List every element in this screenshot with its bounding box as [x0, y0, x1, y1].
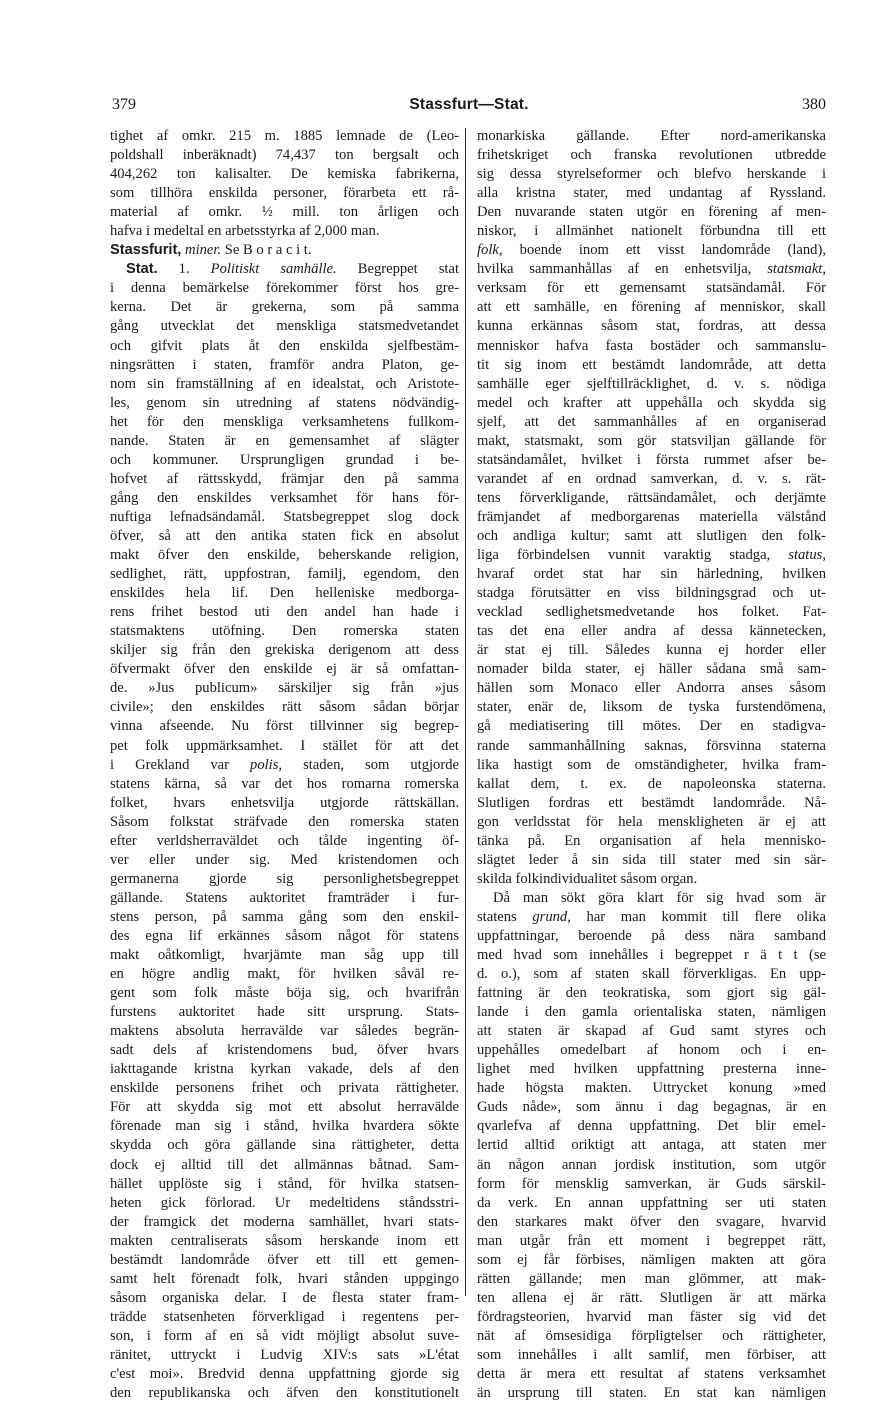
text-line: uppfattningar, beroende på dess nära samband [477, 927, 826, 944]
text-line: monarkiska gällande. Efter nord-amerikanska [477, 128, 826, 144]
text-line [477, 260, 826, 279]
text-line: lika hastigt som de omständigheter, hvilka fram- [477, 756, 826, 773]
text-line: der framgick det moderna samhället, hvari stats- [110, 1213, 459, 1230]
text-line: samhälle eger sjelftillräcklighet, d. v. s. nödiga [477, 375, 826, 392]
text-line [110, 241, 459, 260]
text-line: och andliga kultur; samt att slutligen den folk- [477, 527, 826, 544]
page-title: Stassfurt—Stat. [409, 96, 529, 113]
text-line: tit sig inom ett bestämdt landområde, att detta [477, 356, 826, 373]
text-line: detta är mera ett resultat af statens verksamhet [477, 1366, 826, 1383]
text-line: de. »Jus publicum» särskiljer sig från »jus [110, 680, 459, 697]
text-line: medel och krafter att uppehålla och skydda sig [477, 394, 826, 411]
text-line [110, 756, 459, 775]
text-line: en högre andlig makt, för hvilken såväl re- [110, 966, 459, 983]
text-line: hället upplöste sig i stånd, för hvilka statsen- [110, 1175, 459, 1192]
italic-term: Politiskt samhälle. [210, 261, 337, 278]
text-line: lighet med hvilken uppfattning presterna inne- [477, 1061, 826, 1078]
text-line: hällen som Monaco eller Andorra anses såsom [477, 680, 826, 697]
text-line: nande. Staten är en gemensamhet af slägter [110, 432, 459, 449]
text-line: frihetskriget och franska revolutionen utbredde [477, 147, 826, 164]
text-line: För att skydda sig mot ett absolut herravälde [110, 1099, 459, 1116]
text-segment: 1. [157, 261, 190, 278]
text-segment: Se B o r a c i t. [224, 242, 312, 259]
text-line: ningsrätten i staten, framför andra Platon, ge- [110, 356, 459, 373]
text-line: såsom organiska delar. I de flesta stater fram- [110, 1289, 459, 1306]
text-line: hvaraf ordet stat har sin härledning, hvilken [477, 566, 826, 583]
italic-term: folk, [477, 242, 503, 259]
text-line: med hvad som innehålles i begreppet r ä t t (se [477, 947, 826, 964]
text-line: skydda och göra gällande sina rättigheter, detta [110, 1137, 459, 1154]
text-line: förenade man sig i stånd, hvilka hvardera sökte [110, 1118, 459, 1135]
text-line: vecklad sedlighetsmedvetande hos folket. Fat- [477, 604, 826, 621]
text-segment: Begreppet stat [357, 261, 460, 278]
text-line: hade högsta makten. Uttrycket konung »med [477, 1080, 826, 1097]
text-line: kallat dem, t. ex. de napoleonska staterna. [477, 775, 826, 792]
text-line: Den nuvarande staten utgör en förening af men- [477, 204, 826, 221]
running-head [112, 96, 826, 118]
text-line: som ej får förbises, nämligen makten att göra [477, 1251, 826, 1268]
text-line: makten centraliserats såsom herskande inom ett [110, 1232, 459, 1249]
text-line: tighet af omkr. 215 m. 1885 lemnade de (Leo- [110, 128, 459, 144]
right-column [477, 127, 826, 1403]
text-line: skilda folkindividualitet såsom organ. [477, 870, 698, 887]
text-line: nät af ömsesidiga förpligtelser och rättigheter, [477, 1327, 826, 1344]
text-line: statsändamålet, hvilket i första rummet afser be- [477, 451, 826, 468]
text-line: är stat ej till. Således kunna ej horder eller [477, 642, 826, 659]
text-line: efter verldsherraväldet och tålde ingenting öf- [110, 832, 459, 849]
italic-term: statsmakt, [767, 261, 826, 278]
text-line: och kommuner. Ursprungligen grundad i be- [110, 451, 459, 468]
text-segment: hvilka sammanhållas af en enhetsvilja, [477, 261, 768, 278]
text-line: des egna lif erkännes såsom något för statens [110, 927, 459, 944]
text-line: varandet af en ordnad samverkan, d. v. s. rät- [477, 470, 826, 487]
text-segment: liga förbindelsen vunnit varaktig stadga, [477, 547, 789, 564]
entry-headword: Stassfurit, [110, 242, 182, 259]
italic-term: grund, [532, 908, 571, 925]
text-line: gon verldsstat för hela menskligheten är ej att [477, 813, 826, 830]
text-line: stens person, på samma gång som den enskil- [110, 908, 459, 925]
text-line: alla kristna stater, med undantag af Ryssland. [477, 185, 826, 202]
text-line: öfver, så att den antika staten fick en absolut [110, 527, 459, 544]
text-line: trädde statsenheten förverkligad i regentens per- [110, 1308, 459, 1325]
text-line [110, 260, 459, 279]
text-line: gå mediatisering till mötes. Der en stadigva- [477, 718, 826, 735]
text-line: och gifvit plats åt den enskilda sjelfbestäm- [110, 337, 459, 354]
text-line: ränitet, uttryckt i Ludvig XIV:s sats »L'état [110, 1347, 459, 1363]
text-line: makt öfver den enskilde, beherskande religion, [110, 547, 459, 564]
text-line: gällande. Statens auktoritet framträder i fur- [110, 889, 459, 906]
text-segment: i Grekland var [110, 756, 251, 773]
text-line: rens frihet bestod uti den andel han hade i [110, 604, 459, 621]
text-line: pet folk uppmärksamhet. I stället för att det [110, 737, 459, 754]
text-line: c'est moi». Bredvid denna uppfattning gjorde sig [110, 1366, 459, 1383]
text-line: poldshall inberäknadt) 74,437 ton bergsalt och [110, 147, 459, 164]
text-line: vinna afseende. Nu först tillvinner sig begrep- [110, 718, 459, 735]
italic-term: status, [788, 547, 826, 564]
text-line [477, 241, 826, 260]
text-segment: boende inom ett visst landområde (land), [519, 242, 826, 259]
text-line: gent som folk måste böja sig, och hvarifrån [110, 985, 459, 1002]
entry-headword: Stat. [126, 261, 158, 278]
page-number-right: 380 [802, 96, 826, 113]
text-line: stater, enär de, liksom de tyska furstendömena, [477, 699, 826, 716]
text-line: bestämdt landområde öfver ett till ett gemen- [110, 1251, 459, 1268]
text-line: lertid alltid oriktigt att antaga, att staten mer [477, 1137, 826, 1154]
text-line: heten gick förlorad. Ur medeltidens ståndsstri- [110, 1194, 459, 1211]
text-line: den starkares makt öfver den svagare, hvarvid [477, 1213, 826, 1230]
text-line: som innehålles i allt samlif, men förbiser, att [477, 1347, 826, 1363]
text-line: maktens absoluta herravälde var således begrän- [110, 1023, 459, 1040]
text-line: nomader bilda stater, ej häller sådana små sam- [477, 661, 826, 678]
text-line: Guds nåde», som ännu i dag begagnas, är en [477, 1099, 826, 1116]
text-line [477, 546, 826, 565]
text-line: slägtet leder å sin sida till stater med sin sär- [477, 851, 826, 868]
text-line: skiljer sig från den grekiska derigenom att dess [110, 642, 459, 659]
text-line: att staten är skapad af Gud samt styres och [477, 1023, 826, 1040]
text-line: samt helt förenadt folk, hvari stånden uppgingo [110, 1270, 459, 1287]
text-line [477, 908, 826, 927]
text-line: form för mensklig samverkan, är Guds särskil- [477, 1175, 826, 1192]
text-line: stadga förutsätter en viss bildningsgrad och ut- [477, 585, 826, 602]
text-line: gång den enskildes verksamhet för hans för- [110, 489, 459, 506]
page-number-left: 379 [112, 96, 136, 113]
text-line: tänka på. En organisation af hela mennisko- [477, 832, 826, 849]
text-line: iakttagande kristna kyrkan vakade, dels af den [110, 1061, 459, 1078]
text-line: qvarlefva af denna uppfattning. Det blir emel- [477, 1118, 826, 1135]
text-line: statsmaktens utöfning. Den romerska staten [110, 623, 459, 640]
text-line: statens kärna, så var det hos romarna romerska [110, 775, 459, 792]
text-line: 404,262 ton kalisalter. De kemiska fabrikerna, [110, 166, 459, 183]
text-line: lande i den gamla orientaliska staten, nämligen [477, 1004, 826, 1021]
text-line: uppehålles omedelbart af honom och i en- [477, 1042, 826, 1059]
text-line: rätten gällande; men man glömmer, att mak- [477, 1270, 826, 1287]
text-line: ten allena ej är rätt. Slutligen är att märka [477, 1289, 826, 1306]
text-line: het för den menskliga verksamhetens fullkom- [110, 413, 459, 430]
text-segment: har man kommit till flere olika [586, 908, 826, 925]
text-line: hofvet af rättsskydd, främjar den på samma [110, 470, 459, 487]
italic-term: miner. [185, 242, 222, 259]
text-line: tas det ena eller andra af dessa kännetecken, [477, 623, 826, 640]
text-line: den republikanska och äfven den konstitutionelt [110, 1385, 459, 1402]
text-line: son, i form af en så vidt möjligt absolut suve- [110, 1327, 459, 1344]
text-line: da verk. En annan uppfattning ser uti staten [477, 1194, 826, 1211]
text-line: furstens auktoritet hade sitt ursprung. Stats- [110, 1004, 459, 1021]
text-line: nuftiga lefnadsändamål. Statsbegreppet slog dock [110, 508, 459, 525]
text-line: sjelf, att det sammanhålles af en organiserad [477, 413, 826, 430]
text-line: sig dessa styrelseformer och blefvo herskande i [477, 166, 826, 183]
text-line: menniskor hafva fasta bostäder och sammanslu- [477, 337, 826, 354]
text-line: germanerna gjorde sig personlighetsbegreppet [110, 870, 459, 887]
text-line: kunna erkännas såsom stat, fordras, att dessa [477, 318, 826, 335]
left-column [110, 127, 459, 1403]
text-line: Slutligen fordras ett bestämdt landområde. Nå- [477, 794, 826, 811]
text-line: hafva i medeltal en arbetsstyrka af 2,000 man. [110, 223, 380, 240]
text-line: sadt dels af kristendomens bud, öfver hvars [110, 1042, 459, 1059]
text-line: tens förverkligande, rättsändamålet, och derjämte [477, 489, 826, 506]
text-segment: staden, som utgjorde [303, 756, 459, 773]
text-line: makt oåtkomligt, hvarjämte man såg upp till [110, 947, 459, 964]
text-line: d. o.), som af staten skall förverkligas. En upp- [477, 966, 826, 983]
text-line: rande sammanhållning saknas, försvinna staterna [477, 737, 826, 754]
text-line: än någon annan jordisk institution, som utgör [477, 1156, 826, 1173]
text-line: fattning är den teokratiska, som gjort sig gäl- [477, 985, 826, 1002]
text-line: sedlighet, rätt, uppfostran, familj, egendom, den [110, 566, 459, 583]
text-line: öfvermakt öfver den enskilde ej är så omfattan- [110, 661, 459, 678]
text-line: makt, statsmakt, som gör statsviljan gällande för [477, 432, 826, 449]
text-line: civile»; den enskildes rätt såsom sådan börjar [110, 699, 459, 716]
text-line: ver eller under sig. Med kristendomen och [110, 851, 459, 868]
text-line: främjandet af medborgarenas materiella välstånd [477, 508, 826, 525]
text-line: les, genom sin utredning af statens nödvändig- [110, 394, 459, 411]
text-line: som tillhöra enskilda personer, förarbeta ett rå- [110, 185, 459, 202]
italic-term: polis, [250, 756, 283, 773]
text-line: nom sin framställning af en idealstat, och Aristote- [110, 375, 459, 392]
text-line: man utgår från ett moment i begreppet rätt, [477, 1232, 826, 1249]
text-line: att ett samhälle, en förening af menniskor, skall [477, 299, 826, 316]
text-line: kerna. Det är grekerna, som på samma [110, 299, 459, 316]
text-line: gång utvecklat det menskliga statsmedvetandet [110, 318, 459, 335]
text-line: dock ej alltid till det allmännas båtnad. Sam- [110, 1156, 459, 1173]
text-segment: statens [477, 908, 533, 925]
text-line: enskilde personens frihet och privata rättigheter. [110, 1080, 459, 1097]
text-line: än ursprung till staten. En stat kan nämligen [477, 1385, 826, 1402]
text-line: Såsom folkstat sträfvade den romerska staten [110, 813, 459, 830]
text-line: verksam för ett gemensamt statsändamål. För [477, 280, 826, 297]
column-divider [465, 128, 466, 1296]
text-line: enskildes hela lif. Den helleniske medborga- [110, 585, 459, 602]
text-line: niskor, i allmänhet nationelt förbundna till ett [477, 223, 826, 240]
text-line: i denna bemärkelse förekommer först hos gre- [110, 280, 459, 297]
text-line: Då man sökt göra klart för sig hvad som är [493, 889, 826, 906]
text-line: fördragsteorien, hvarvid man fäster sig vid det [477, 1308, 826, 1325]
text-line: folket, hvars enhetsvilja utgjorde rättskällan. [110, 794, 459, 811]
text-line: material af omkr. ½ mill. ton årligen och [110, 204, 459, 221]
